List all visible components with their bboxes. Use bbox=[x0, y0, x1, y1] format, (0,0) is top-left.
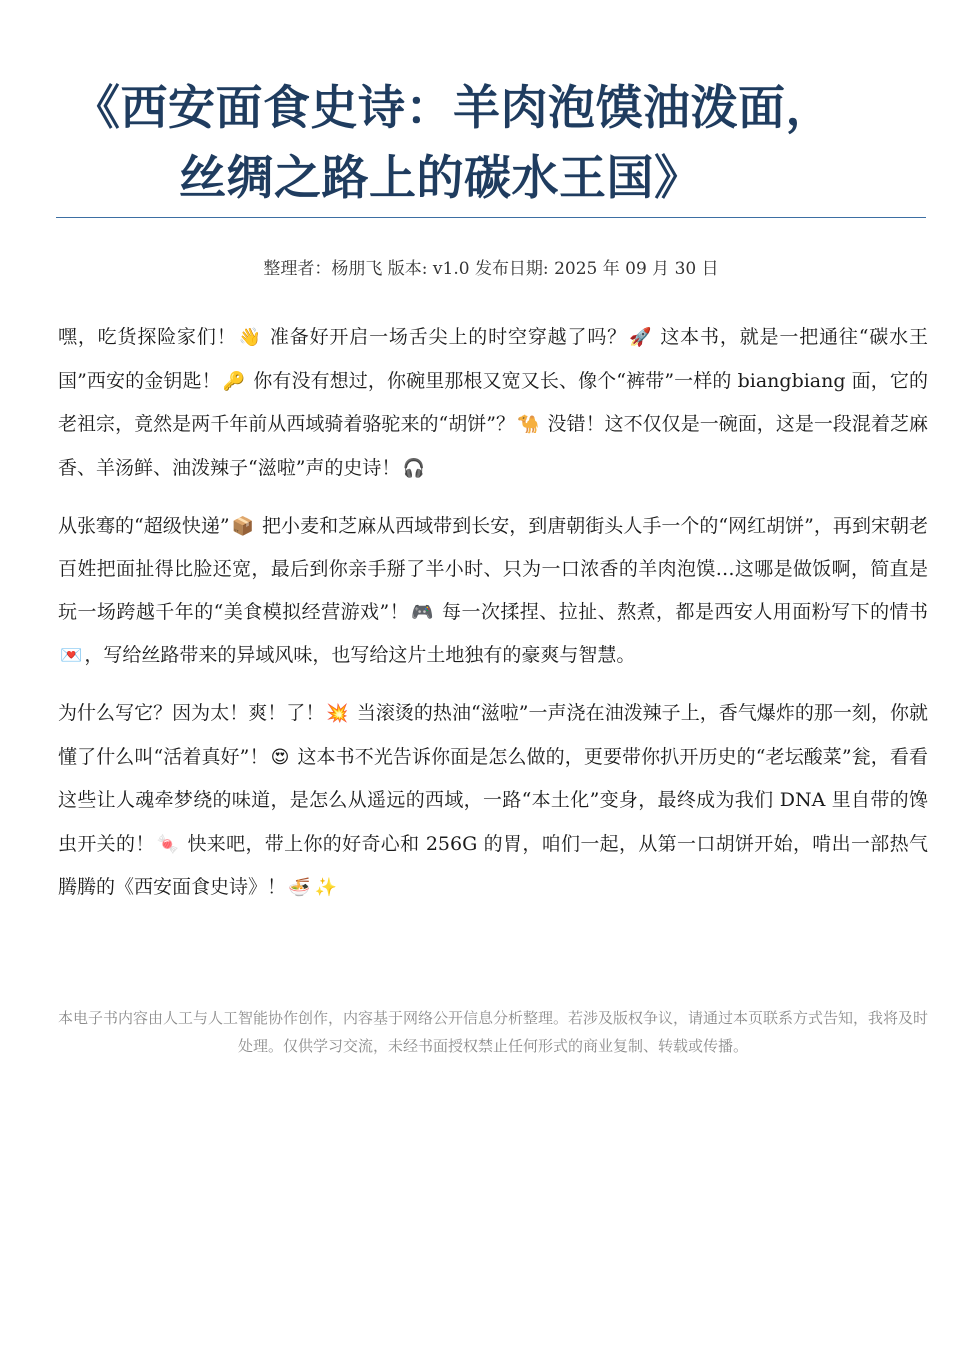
camel-icon: 🐪 bbox=[517, 414, 540, 435]
document-body bbox=[58, 316, 928, 925]
paragraph bbox=[58, 316, 928, 490]
paragraph-text: 把小麦和芝麻从西域带到长安，到唐朝街头人手一个的“网红胡饼”，再到宋朝老百姓把面扯得比脸还宽，最后到你亲手掰了半小时、只为一口浓香的羊肉泡馍…这哪是做饭啊，简直是玩一场跨越千年的“美食模拟经营游戏”！ bbox=[58, 515, 928, 623]
waving-hand-icon: 👋 bbox=[238, 327, 261, 348]
key-icon: 🔑 bbox=[222, 370, 246, 392]
headphones-icon: 🎧 bbox=[402, 457, 425, 479]
heart-eyes-icon: 😍 bbox=[270, 746, 290, 768]
package-icon: 📦 bbox=[231, 516, 254, 537]
copyright-notice: 本电子书内容由人工与人工智能协作创作，内容基于网络公开信息分析整理。若涉及版权争议，请通过本页联系方式告知，我将及时处理。仅供学习交流，未经书面授权禁止任何形式的商业复制、转载或传播。 bbox=[58, 1009, 929, 1055]
paragraph-text: 没错！这不仅仅是一碗面，这是一段混着芝麻香、羊汤鲜、油泼辣子“滋啦”声的史诗！ bbox=[58, 413, 928, 479]
paragraph-text: 这本书不光告诉你面是怎么做的，更要带你扒开历史的“老坛酸菜”瓮，看看这些让人魂牵梦绕的味道，是怎么从遥远的西域，一路“本土化”变身，最终成为我们 DNA 里自带的馋虫开关的！ bbox=[58, 745, 928, 855]
paragraph-text: 这本书，就是一把通往“碳水王国”西安的金钥匙！ bbox=[58, 326, 928, 392]
paragraph-text: 为什么写它？因为太！爽！了！ bbox=[58, 702, 325, 724]
paragraph-text: 快来吧，带上你的好奇心和 256G 的胃，咱们一起，从第一口胡饼开始，啃出一部热气腾腾的《西安面食史诗》！ bbox=[58, 832, 928, 898]
paragraph-text: 从张骞的“超级快递” bbox=[58, 515, 230, 537]
paragraph-text: 嘿，吃货探险家们！ bbox=[58, 326, 237, 348]
rocket-icon: 🚀 bbox=[629, 327, 652, 348]
paragraph-text: ，写给丝路带来的异域风味，也写给这片土地独有的豪爽与智慧。 bbox=[84, 644, 636, 666]
paragraph-text: 当滚烫的热油“滋啦”一声浇在油泼辣子上，香气爆炸的那一刻，你就懂了什么叫“活着真好”！ bbox=[58, 702, 928, 768]
candy-icon: 🍬 bbox=[156, 833, 180, 855]
paragraph-text: 每一次揉捏、拉扯、熬煮，都是西安人用面粉写下的情书 bbox=[435, 601, 928, 623]
paragraph-text: 准备好开启一场舌尖上的时空穿越了吗？ bbox=[263, 326, 628, 348]
game-controller-icon: 🎮 bbox=[411, 602, 434, 623]
sparkles-icon: ✨ bbox=[314, 877, 337, 898]
title-line-1: 《西安面食史诗：羊肉泡馍油泼面， bbox=[73, 81, 833, 136]
document-title bbox=[55, 74, 955, 214]
noodle-bowl-icon: 🍜 bbox=[288, 877, 311, 898]
paragraph-text: 你有没有想过，你碗里那根又宽又长、像个“裤带”一样的 biangbiang 面，它的老祖宗，竟然是两千年前从西域骑着骆驼来的“胡饼”？ bbox=[58, 369, 929, 435]
paragraph bbox=[58, 692, 928, 910]
document-meta: 整理者：杨朋飞 版本: v1.0 发布日期: 2025 年 09 月 30 日 bbox=[263, 259, 719, 279]
title-divider bbox=[56, 217, 926, 218]
title-line-2: 丝绸之路上的碳水王国》 bbox=[179, 151, 702, 206]
paragraph bbox=[58, 505, 928, 677]
collision-icon: 💥 bbox=[326, 703, 349, 724]
love-letter-icon: 💌 bbox=[60, 645, 83, 666]
